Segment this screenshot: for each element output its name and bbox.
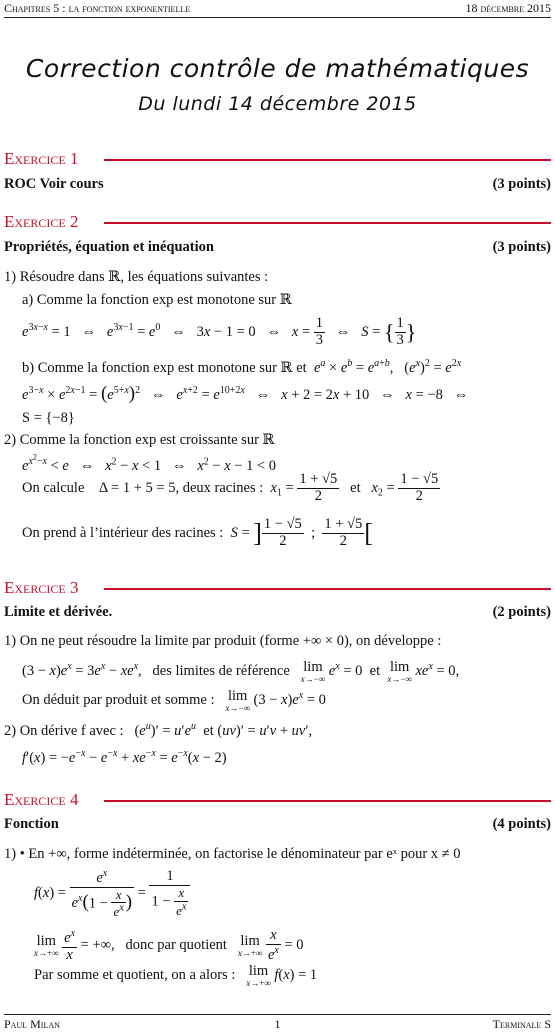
ex4-limits: lim x→+∞ $\frac{e^x}{x}$ = +∞, donc par quotient lim x→+∞ $\frac{x}{e^x}$ = 0	[34, 927, 304, 963]
ex3-question-2: 2) On dérive f avec : $(e^u)' = u'e^u$ et (uv)′ = u′v + uv′,	[4, 721, 313, 739]
header-right: 18 décembre 2015	[465, 1, 551, 15]
header-left: Chapitres 5 : la fonction exponentielle	[4, 1, 191, 15]
exercise-4-title: Exercice 4	[4, 790, 79, 809]
exercise-3-points: (2 points)	[492, 604, 551, 620]
ex2-delta: Δ = 1 + 5 = 5, deux racines :	[98, 479, 264, 496]
exercise-1-points: (3 points)	[492, 176, 551, 192]
exercise-2-points: (3 points)	[492, 239, 551, 255]
exercise-2-heading: Propriétés, équation et inéquation	[4, 239, 214, 255]
ex2-q1b-label: b) Comme la fonction exp est monotone sur ℝ et	[22, 359, 307, 376]
ex3-deduit: On déduit par produit et somme : lim x→−∞ $(3 - x)e^x = 0$	[22, 688, 326, 713]
ex4-factorisation: f(x) = $e^x$ $e^x(1$ − $\frac{x}{e^x}$ ) = 1 1 − $\frac{x}{e^x}$	[34, 868, 190, 920]
ex3-deduit-label: On déduit par produit et somme :	[22, 692, 215, 709]
ex2-prend-label: On prend à l’intérieur des racines :	[22, 524, 224, 541]
ex2-question-2: 2) Comme la fonction exp est croissante sur ℝ	[4, 432, 275, 448]
ex4-conclusion: Par somme et quotient, on a alors : lim x→+∞ f(x) = 1	[34, 963, 318, 988]
ex2-q2-inequation: $e^{x^2-x} < e$ ⇔ $x^2 - x < 1$ ⇔ $x^2 - x - 1 < 0$	[22, 453, 277, 475]
exercise-2-title: Exercice 2	[4, 212, 79, 231]
ex3-develop: $(3 - x)e^x = 3e^x - xe^x$, des limites de référence lim x→−∞ $e^x = 0$ et lim x→−∞ $xe^x = 0$,	[22, 659, 460, 684]
ex2-q1b-equation: $e^{3-x} \times e^{2x-1} = (e^{5+x})^2$ ⇔ $e^{x+2} = e^{10+2x}$ ⇔ x + 2 = 2x + 10 ⇔ x = −8 ⇔	[22, 383, 469, 404]
ex2-q1a-text: a) Comme la fonction exp est monotone sur ℝ	[22, 292, 292, 308]
ex2-question-1: 1) Résoudre dans ℝ, les équations suivantes :	[4, 269, 269, 285]
footer-rule	[4, 1014, 551, 1015]
exercise-3-heading: Limite et dérivée.	[4, 604, 113, 620]
ex2-et: et	[350, 479, 361, 496]
exercise-4-points: (4 points)	[492, 816, 551, 832]
ex4-somme-label: Par somme et quotient, on a alors :	[34, 967, 236, 984]
exercise-1-heading: ROC Voir cours	[4, 176, 104, 192]
page-title: Correction contrôle de mathématiques	[25, 54, 530, 83]
ex2-q2-solution: On prend à l’intérieur des racines : S = ] $\frac{1 - √5}{2}$ ; $\frac{1 + √5}{2}$ [	[22, 516, 373, 549]
ex4-question-1: 1) • En +∞, forme indéterminée, on factorise le dénominateur par eˣ pour x ≠ 0	[4, 846, 461, 862]
exercise-2-rule	[104, 222, 551, 224]
footer-class: Terminale S	[492, 1017, 551, 1031]
exercise-1-rule	[104, 159, 551, 161]
ex2-q1b-solution: S = {−8}	[22, 410, 75, 426]
ex2-q1b-text: b) Comme la fonction exp est monotone sur ℝ et $e^a \times e^b = e^{a+b}$, $(e^x)^2 = e^{2x}$	[22, 358, 462, 376]
exercise-3-rule	[104, 588, 551, 590]
exercise-3-title: Exercice 3	[4, 578, 79, 597]
page-subtitle: Du lundi 14 décembre 2015	[138, 93, 417, 115]
exercise-4-rule	[104, 800, 551, 802]
ex4-quotient-label: donc par quotient	[125, 937, 227, 954]
footer-author: Paul Milan	[4, 1017, 60, 1031]
header-rule	[4, 17, 551, 18]
ex2-calc-label: On calcule	[22, 479, 85, 496]
ex2-q1a-equation: $e^{3x-x} = 1$ ⇔ $e^{3x-1} = e^0$ ⇔ 3x − 1 = 0 ⇔ x = $\frac{1}{3}$ ⇔ S = { $\frac{1}{3}$ }	[22, 315, 417, 348]
exercise-1-title: Exercice 1	[4, 149, 79, 168]
ex3-derivative: $f'(x) = -e^{-x} - e^{-x} + xe^{-x} = e^{-x}(x - 2)$	[22, 748, 227, 766]
ex3-q2-label: 2) On dérive f avec :	[4, 722, 124, 739]
exercise-4-heading: Fonction	[4, 816, 59, 832]
page-number: 1	[274, 1017, 281, 1031]
ex3-ref-label: des limites de référence	[152, 663, 290, 680]
ex2-q2-roots: On calcule Δ = 1 + 5 = 5, deux racines : $x_1$ = $\frac{1 + √5}{2}$ et $x_2$ = $\frac{1 - √5}{2}$	[22, 471, 439, 504]
ex3-question-1: 1) On ne peut résoudre la limite par produit (forme +∞ × 0), on développe :	[4, 633, 442, 649]
